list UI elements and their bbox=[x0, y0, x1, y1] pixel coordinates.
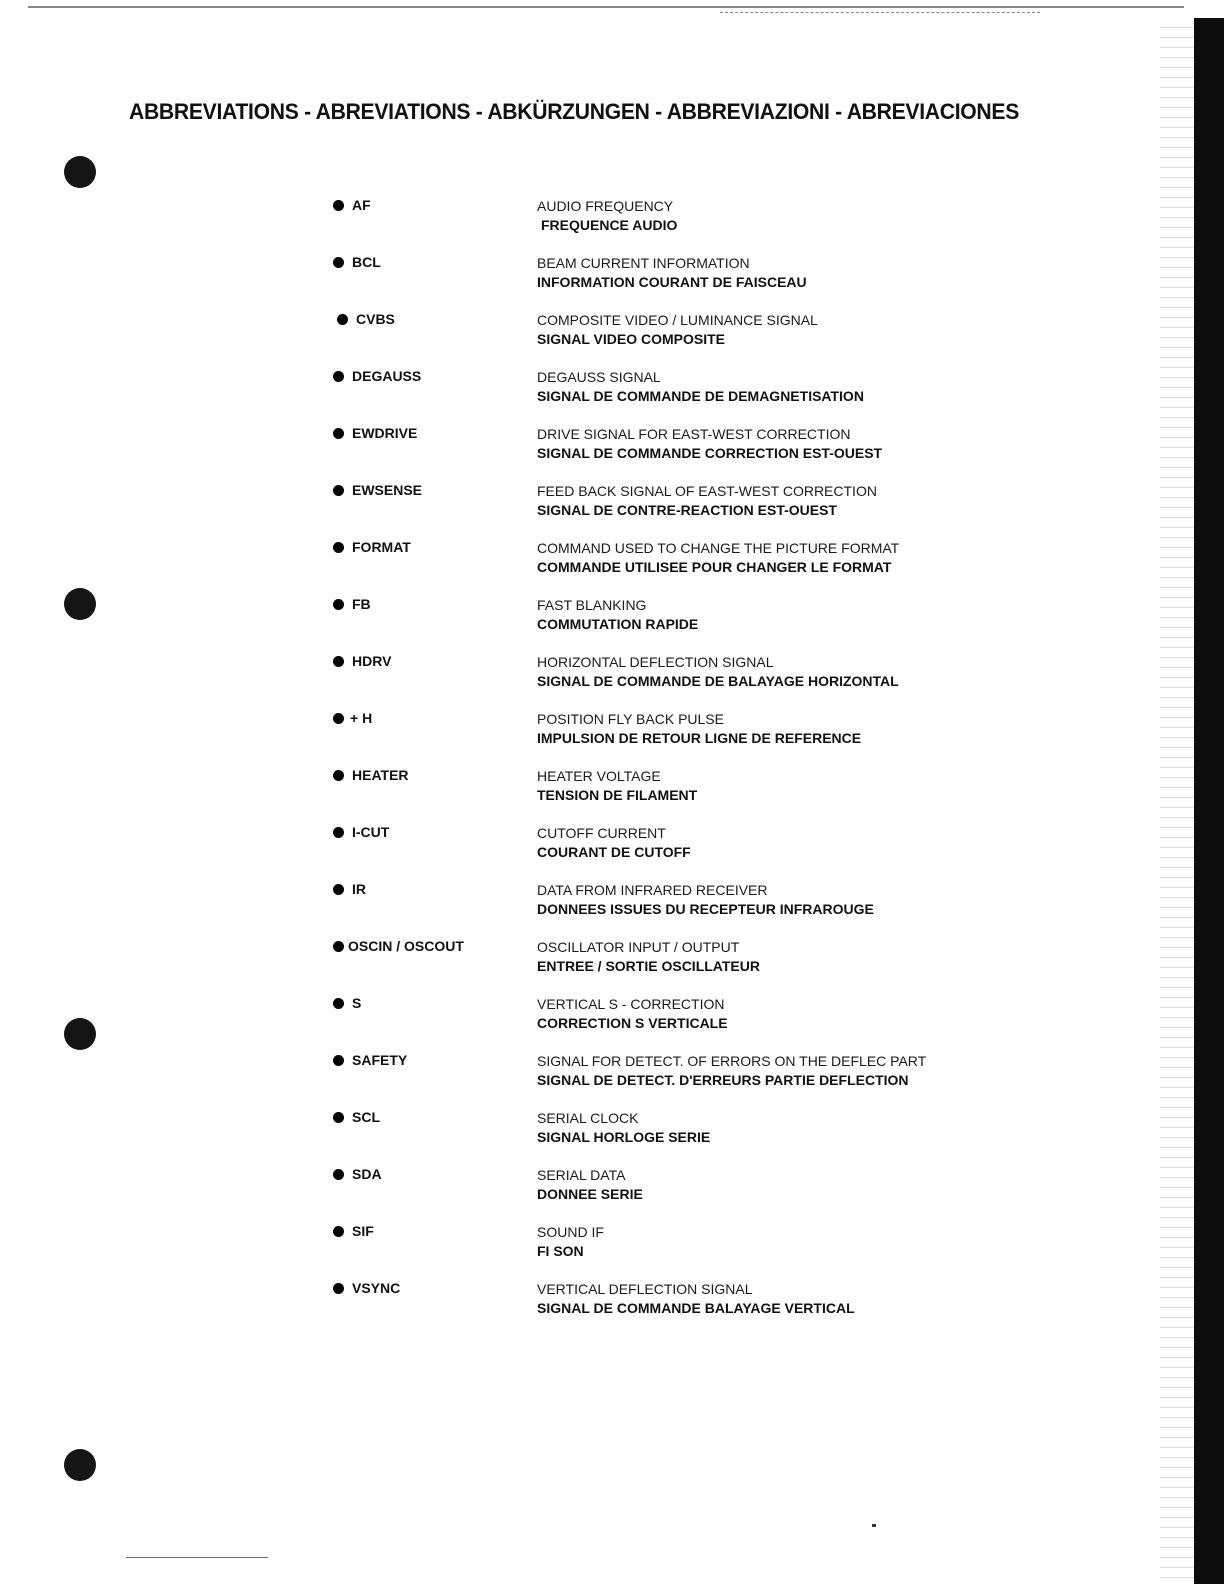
abbreviation-entry-format bbox=[333, 538, 933, 595]
bullet-icon bbox=[333, 1169, 344, 1180]
english-definition: HEATER VOLTAGE bbox=[537, 768, 661, 784]
french-definition: TENSION DE FILAMENT bbox=[537, 787, 698, 803]
french-definition: CORRECTION S VERTICALE bbox=[537, 1015, 728, 1031]
bullet-icon bbox=[333, 941, 344, 952]
abbreviation-code: S bbox=[352, 995, 362, 1011]
abbreviation-code: VSYNC bbox=[352, 1280, 401, 1296]
bullet-icon bbox=[337, 314, 348, 325]
bullet-icon bbox=[333, 257, 344, 268]
french-definition: IMPULSION DE RETOUR LIGNE DE REFERENCE bbox=[537, 730, 862, 746]
abbreviation-code: SAFETY bbox=[352, 1052, 408, 1068]
english-definition: HORIZONTAL DEFLECTION SIGNAL bbox=[537, 654, 774, 670]
page-title: ABBREVIATIONS - ABREVIATIONS - ABKÜRZUNGEN - ABBREVIAZIONI - ABREVIACIONES bbox=[129, 99, 1019, 124]
abbreviation-entry-fb bbox=[333, 595, 933, 652]
scan-speck bbox=[872, 1524, 876, 1527]
french-definition: COMMANDE UTILISEE POUR CHANGER LE FORMAT bbox=[537, 559, 892, 575]
english-definition: POSITION FLY BACK PULSE bbox=[537, 711, 724, 727]
bullet-icon bbox=[333, 1226, 344, 1237]
english-definition: SERIAL DATA bbox=[537, 1167, 626, 1183]
binder-hole-4 bbox=[64, 1449, 96, 1481]
abbreviation-entry-s bbox=[333, 994, 933, 1051]
abbreviation-entry-ewsense bbox=[333, 481, 933, 538]
bullet-icon bbox=[333, 1283, 344, 1294]
french-definition: FI SON bbox=[537, 1243, 584, 1259]
english-definition: SOUND IF bbox=[537, 1224, 604, 1240]
english-definition: DEGAUSS SIGNAL bbox=[537, 369, 661, 385]
french-definition: COURANT DE CUTOFF bbox=[537, 844, 691, 860]
abbreviation-entry-oscin-oscout bbox=[333, 937, 933, 994]
bullet-icon bbox=[333, 713, 344, 724]
abbreviation-entry-sif bbox=[333, 1222, 933, 1279]
binder-hole-1 bbox=[64, 156, 96, 188]
abbreviation-code: CVBS bbox=[356, 311, 395, 327]
bullet-icon bbox=[333, 200, 344, 211]
french-definition: COMMUTATION RAPIDE bbox=[537, 616, 699, 632]
french-definition: DONNEE SERIE bbox=[537, 1186, 643, 1202]
english-definition: FAST BLANKING bbox=[537, 597, 647, 613]
abbreviation-code: IR bbox=[352, 881, 366, 897]
english-definition: CUTOFF CURRENT bbox=[537, 825, 666, 841]
abbreviation-code: SCL bbox=[352, 1109, 380, 1125]
top-scan-rule bbox=[28, 6, 1184, 8]
bullet-icon bbox=[333, 770, 344, 781]
english-definition: DATA FROM INFRARED RECEIVER bbox=[537, 882, 768, 898]
bullet-icon bbox=[333, 599, 344, 610]
binder-hole-2 bbox=[64, 588, 96, 620]
abbreviation-code: OSCIN / OSCOUT bbox=[348, 938, 464, 954]
abbreviation-entry-scl bbox=[333, 1108, 933, 1165]
english-definition: DRIVE SIGNAL FOR EAST-WEST CORRECTION bbox=[537, 426, 851, 442]
french-definition: ENTREE / SORTIE OSCILLATEUR bbox=[537, 958, 760, 974]
abbreviation-code: EWDRIVE bbox=[352, 425, 418, 441]
bottom-rule bbox=[126, 1557, 268, 1558]
abbreviation-code: FB bbox=[352, 596, 371, 612]
bullet-icon bbox=[333, 656, 344, 667]
abbreviation-code: SDA bbox=[352, 1166, 382, 1182]
bullet-icon bbox=[333, 428, 344, 439]
abbreviation-entry-degauss bbox=[333, 367, 933, 424]
right-scan-border bbox=[1194, 18, 1224, 1584]
french-definition: SIGNAL VIDEO COMPOSITE bbox=[537, 331, 725, 347]
french-definition: SIGNAL HORLOGE SERIE bbox=[537, 1129, 711, 1145]
abbreviation-entry-hdrv bbox=[333, 652, 933, 709]
abbreviation-code: BCL bbox=[352, 254, 381, 270]
abbreviation-code: + H bbox=[350, 710, 373, 726]
bullet-icon bbox=[333, 1112, 344, 1123]
abbreviation-code: HEATER bbox=[352, 767, 409, 783]
abbreviation-entry-bcl bbox=[333, 253, 933, 310]
abbreviation-code: EWSENSE bbox=[352, 482, 423, 498]
abbreviation-entry-i-cut bbox=[333, 823, 933, 880]
bullet-icon bbox=[333, 485, 344, 496]
abbreviation-entry-af bbox=[333, 196, 933, 253]
top-scan-dashes bbox=[720, 12, 1040, 14]
french-definition: DONNEES ISSUES DU RECEPTEUR INFRAROUGE bbox=[537, 901, 874, 917]
english-definition: OSCILLATOR INPUT / OUTPUT bbox=[537, 939, 740, 955]
abbreviation-code: SIF bbox=[352, 1223, 374, 1239]
french-definition: FREQUENCE AUDIO bbox=[541, 217, 678, 233]
english-definition: SERIAL CLOCK bbox=[537, 1110, 639, 1126]
french-definition: SIGNAL DE COMMANDE DE BALAYAGE HORIZONTAL bbox=[537, 673, 899, 689]
abbreviation-code: FORMAT bbox=[352, 539, 411, 555]
abbreviation-code: DEGAUSS bbox=[352, 368, 422, 384]
english-definition: SIGNAL FOR DETECT. OF ERRORS ON THE DEFLEC PART bbox=[537, 1053, 927, 1069]
english-definition: VERTICAL DEFLECTION SIGNAL bbox=[537, 1281, 753, 1297]
abbreviation-entry-ir bbox=[333, 880, 933, 937]
english-definition: COMPOSITE VIDEO / LUMINANCE SIGNAL bbox=[537, 312, 818, 328]
abbreviation-entry-plus-h bbox=[333, 709, 933, 766]
abbreviation-entry-cvbs bbox=[333, 310, 933, 367]
english-definition: BEAM CURRENT INFORMATION bbox=[537, 255, 750, 271]
abbreviation-entry-heater bbox=[333, 766, 933, 823]
french-definition: SIGNAL DE COMMANDE DE DEMAGNETISATION bbox=[537, 388, 864, 404]
abbreviation-code: I-CUT bbox=[352, 824, 390, 840]
english-definition: FEED BACK SIGNAL OF EAST-WEST CORRECTION bbox=[537, 483, 877, 499]
binder-hole-3 bbox=[64, 1018, 96, 1050]
french-definition: SIGNAL DE DETECT. D'ERREURS PARTIE DEFLECTION bbox=[537, 1072, 909, 1088]
bullet-icon bbox=[333, 371, 344, 382]
abbreviation-list bbox=[333, 196, 933, 1336]
french-definition: INFORMATION COURANT DE FAISCEAU bbox=[537, 274, 807, 290]
abbreviation-code: AF bbox=[352, 197, 371, 213]
english-definition: COMMAND USED TO CHANGE THE PICTURE FORMAT bbox=[537, 540, 900, 556]
bullet-icon bbox=[333, 542, 344, 553]
english-definition: AUDIO FREQUENCY bbox=[537, 198, 674, 214]
french-definition: SIGNAL DE CONTRE-REACTION EST-OUEST bbox=[537, 502, 837, 518]
abbreviation-entry-vsync bbox=[333, 1279, 933, 1336]
abbreviation-code: HDRV bbox=[352, 653, 392, 669]
right-scan-edge-noise bbox=[1160, 18, 1194, 1584]
english-definition: VERTICAL S - CORRECTION bbox=[537, 996, 725, 1012]
abbreviation-entry-safety bbox=[333, 1051, 933, 1108]
bullet-icon bbox=[333, 884, 344, 895]
bullet-icon bbox=[333, 998, 344, 1009]
bullet-icon bbox=[333, 827, 344, 838]
bullet-icon bbox=[333, 1055, 344, 1066]
abbreviation-entry-sda bbox=[333, 1165, 933, 1222]
french-definition: SIGNAL DE COMMANDE BALAYAGE VERTICAL bbox=[537, 1300, 855, 1316]
abbreviation-entry-ewdrive bbox=[333, 424, 933, 481]
french-definition: SIGNAL DE COMMANDE CORRECTION EST-OUEST bbox=[537, 445, 883, 461]
